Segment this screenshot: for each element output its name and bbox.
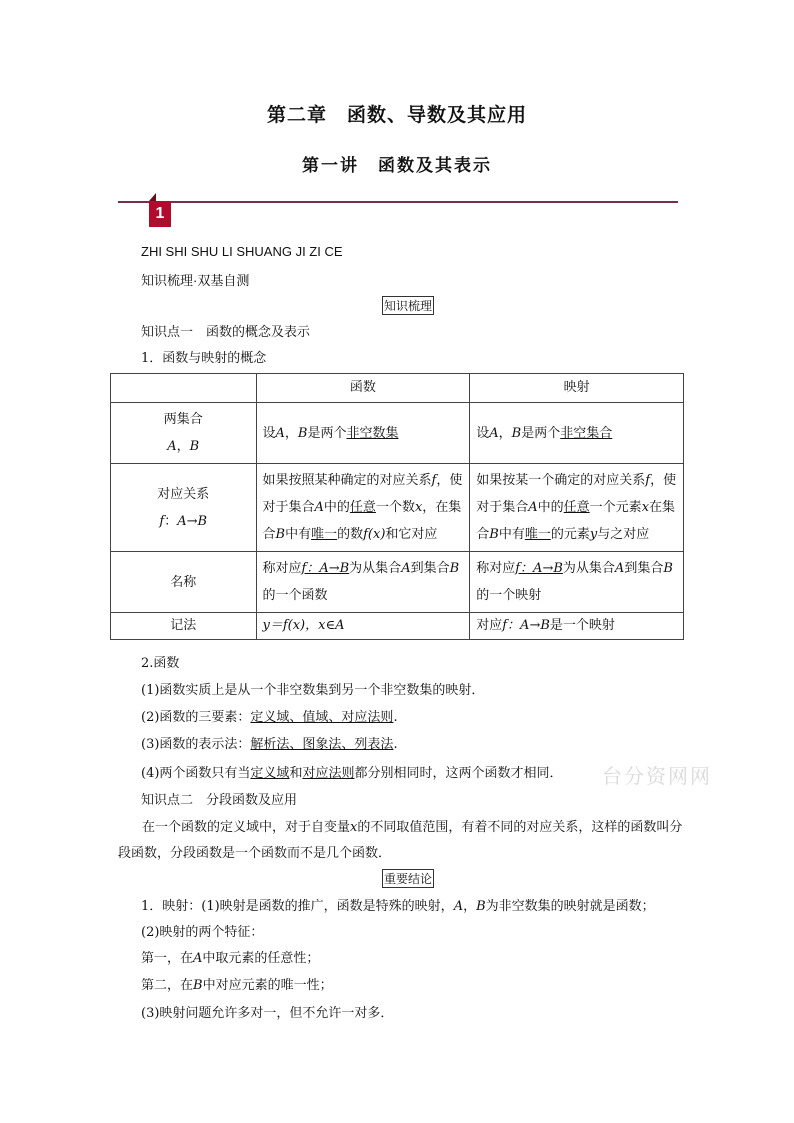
conclusion-line-4: 第二，在B中对应元素的唯一性；	[141, 978, 333, 993]
section-2-title: 2.函数	[141, 656, 180, 671]
knowledge-tag: 知识梳理	[382, 296, 434, 315]
piecewise-paragraph: 在一个函数的定义域中，对于自变量x的不同取值范围，有着不同的对应关系，这样的函数叫分段函数，分段函数是一个函数而不是几个函数．	[118, 820, 683, 861]
mapping-notation-cell: 对应f：A→B是一个映射	[470, 613, 684, 640]
section-number-badge: 1	[149, 201, 171, 227]
pinyin-heading: ZHI SHI SHU LI SHUANG JI ZI CE	[141, 244, 343, 259]
lecture-title: 第一讲 函数及其表示	[302, 156, 492, 176]
watermark: 台分资网网	[602, 764, 712, 788]
conclusion-line-5: (3)映射问题允许多对一，但不允许一对多．	[141, 1006, 394, 1021]
conclusion-line-1: 1．映射：(1)映射是函数的推广，函数是特殊的映射，A，B为非空数集的映射就是函数；	[141, 899, 655, 914]
chapter-title: 第二章 函数、导数及其应用	[266, 104, 527, 126]
mapping-sets-cell: 设A，B是两个非空集合	[470, 403, 684, 464]
section-1-title: 1．函数与映射的概念	[141, 351, 267, 366]
function-paragraph-1: (1)函数实质上是从一个非空数集到另一个非空数集的映射．	[141, 683, 485, 698]
function-notation-cell: y＝f(x)，x∈A	[256, 613, 470, 640]
table-row	[111, 464, 684, 552]
mapping-correspondence-cell: 如果按某一个确定的对应关系f，使对于集合A中的任意一个元素x在集合B中有唯一的元素y与之对应	[470, 464, 684, 552]
table-row	[111, 403, 684, 464]
function-paragraph-4: (4)两个函数只有当定义域和对应法则都分别相同时，这两个函数才相同．	[141, 766, 563, 781]
function-correspondence-cell: 如果按照某种确定的对应关系f，使对于集合A中的任意一个数x，在集合B中有唯一的数f(x)和它对应	[256, 464, 470, 552]
table-header-row	[111, 374, 684, 403]
section-subtitle: 知识梳理·双基自测	[141, 273, 250, 288]
conclusion-line-2: (2)映射的两个特征：	[141, 925, 264, 940]
function-paragraph-3: (3)函数的表示法：解析法、图象法、列表法.	[141, 737, 398, 752]
table-header-cell: 函数	[256, 374, 470, 403]
knowledge-point-1-title: 知识点一 函数的概念及表示	[141, 325, 311, 340]
function-sets-cell: 设A，B是两个非空数集	[256, 403, 470, 464]
function-mapping-table	[110, 373, 684, 640]
mapping-name-cell: 称对应f：A→B为从集合A到集合B的一个映射	[470, 552, 684, 613]
row-label-correspondence: 对应关系 f：A→B	[111, 464, 257, 552]
row-label-notation: 记法	[111, 613, 257, 640]
conclusion-tag: 重要结论	[382, 869, 434, 888]
row-label-sets: 两集合 A，B	[111, 403, 257, 464]
table-header-cell	[111, 374, 257, 403]
knowledge-point-2-title: 知识点二 分段函数及应用	[141, 793, 298, 808]
row-label-name: 名称	[111, 552, 257, 613]
function-name-cell: 称对应f：A→B为从集合A到集合B的一个函数	[256, 552, 470, 613]
table-header-cell: 映射	[470, 374, 684, 403]
section-divider	[118, 201, 678, 203]
table-row	[111, 552, 684, 613]
function-paragraph-2: (2)函数的三要素：定义域、值域、对应法则.	[141, 710, 398, 725]
conclusion-line-3: 第一，在A中取元素的任意性；	[141, 951, 320, 966]
table-row	[111, 613, 684, 640]
badge-fold-icon	[149, 193, 156, 201]
